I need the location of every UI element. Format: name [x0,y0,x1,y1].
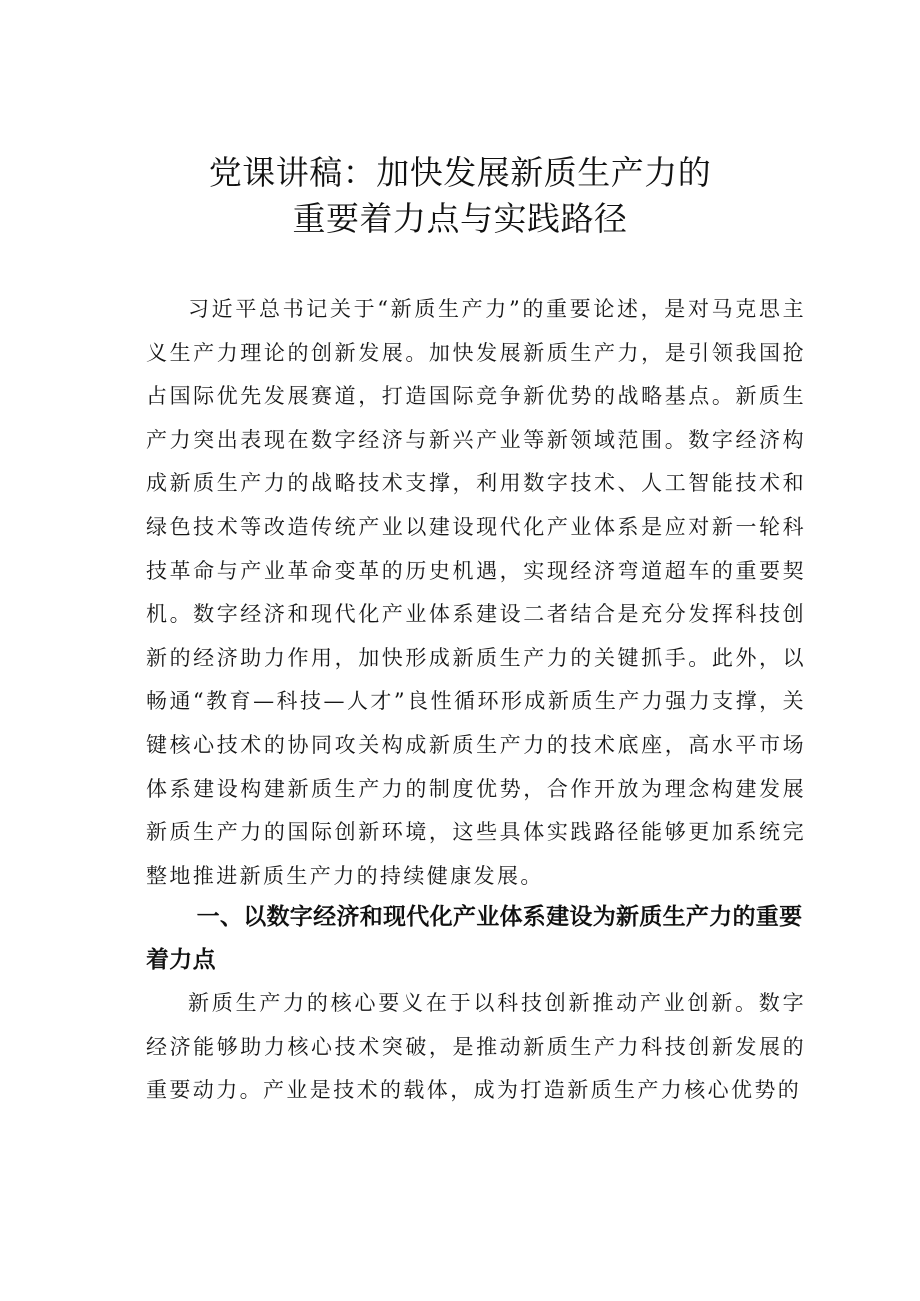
paragraph-section-1: 新质生产力的核心要义在于以科技创新推动产业创新。数字经济能够助力核心技术突破，是推动新质生产力科技创新发展的重要动力。产业是技术的载体，成为打造新质生产力核心优势的 [146,991,806,1103]
title-line-2: 重要着力点与实践路径 [292,199,628,238]
section-heading-1: 一、以数字经济和现代化产业体系建设为新质生产力的重要着力点 [146,904,803,973]
title-line-1: 党课讲稿：加快发展新质生产力的 [208,153,712,192]
paragraph-intro: 习近平总书记关于“新质生产力”的重要论述，是对马克思主义生产力理论的创新发展。加快发展新质生产力，是引领我国抢占国际优先发展赛道，打造国际竞争新优势的战略基点。新质生产力突出表现在数字经济与新兴产业等新领域范围。数字经济构成新质生产力的战略技术支撑，利用数字技术、人工智能技术和绿色技术等改造传统产业以建设现代化产业体系是应对新一轮科技革命与产业革命变革的历史机遇，实现经济弯道超车的重要契机。数字经济和现代化产业体系建设二者结合是充分发挥科技创新的经济助力作用，加快形成新质生产力的关键抓手。此外，以畅通“教育—科技—人才”良性循环形成新质生产力强力支撑，关键核心技术的协同攻关构成新质生产力的技术底座，高水平市场体系建设构建新质生产力的制度优势，合作开放为理念构建发展新质生产力的国际创新环境，这些具体实践路径能够更加系统完整地推进新质生产力的持续健康发展。 [146,297,806,888]
document-title [0,150,920,242]
